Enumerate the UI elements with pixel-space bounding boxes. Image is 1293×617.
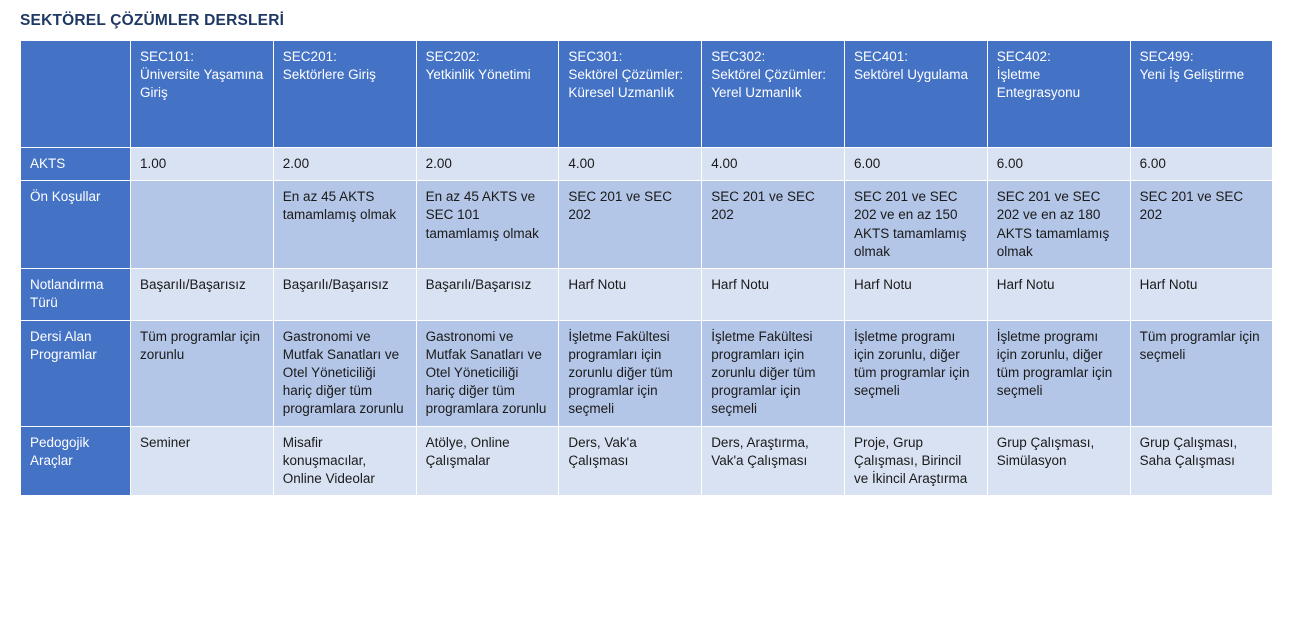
course-code: SEC101: bbox=[140, 49, 195, 64]
page-title: SEKTÖREL ÇÖZÜMLER DERSLERİ bbox=[20, 12, 285, 29]
table-cell: 6.00 bbox=[844, 148, 987, 181]
table-cell: Ders, Araştırma, Vak'a Çalışması bbox=[702, 426, 845, 496]
table-corner-cell bbox=[21, 41, 131, 148]
course-matrix-table bbox=[20, 40, 1273, 496]
column-header-sec202 bbox=[416, 41, 559, 148]
course-code: SEC499: bbox=[1139, 49, 1194, 64]
table-cell: Başarılı/Başarısız bbox=[131, 269, 274, 320]
column-header-sec301 bbox=[559, 41, 702, 148]
table-cell: Grup Çalışması, Simülasyon bbox=[987, 426, 1130, 496]
table-cell: İşletme programı için zorunlu, diğer tüm programlar için seçmeli bbox=[987, 320, 1130, 426]
table-cell: SEC 201 ve SEC 202 ve en az 180 AKTS tamamlamış olmak bbox=[987, 181, 1130, 269]
row-label-pedogojik-araclar: Pedogojik Araçlar bbox=[21, 426, 131, 496]
column-header-sec499 bbox=[1130, 41, 1273, 148]
column-header-sec201 bbox=[273, 41, 416, 148]
table-cell: İşletme programı için zorunlu, diğer tüm programlar için seçmeli bbox=[844, 320, 987, 426]
table-cell: 6.00 bbox=[987, 148, 1130, 181]
table-cell: Gastronomi ve Mutfak Sanatları ve Otel Yöneticiliği hariç diğer tüm programlara zorunlu bbox=[273, 320, 416, 426]
row-label-dersi-alan-programlar: Dersi Alan Programlar bbox=[21, 320, 131, 426]
course-name: Sektörel Uygulama bbox=[853, 67, 969, 83]
table-cell: Harf Notu bbox=[844, 269, 987, 320]
header-row bbox=[21, 41, 1273, 148]
course-code: SEC301: bbox=[568, 49, 623, 64]
table-cell: İşletme Fakültesi programları için zorunlu diğer tüm programlar için seçmeli bbox=[702, 320, 845, 426]
table-row-dersi-alan-programlar bbox=[21, 320, 1273, 426]
column-header-sec402 bbox=[987, 41, 1130, 148]
table-cell: Başarılı/Başarısız bbox=[273, 269, 416, 320]
table-cell: 2.00 bbox=[416, 148, 559, 181]
table-cell: Harf Notu bbox=[702, 269, 845, 320]
column-header-sec302 bbox=[702, 41, 845, 148]
course-name: Sektörlere Giriş bbox=[282, 67, 376, 83]
table-cell: SEC 201 ve SEC 202 ve en az 150 AKTS tamamlamış olmak bbox=[844, 181, 987, 269]
table-cell: SEC 201 ve SEC 202 bbox=[1130, 181, 1273, 269]
table-row-notlandirma-turu bbox=[21, 269, 1273, 320]
course-name: Sektörel Çözümler: Yerel Uzmanlık bbox=[711, 67, 826, 101]
course-name: Yeni İş Geliştirme bbox=[1139, 67, 1245, 83]
table-cell: Harf Notu bbox=[987, 269, 1130, 320]
table-cell: Harf Notu bbox=[1130, 269, 1273, 320]
table-cell bbox=[131, 181, 274, 269]
course-name: Sektörel Çözümler: Küresel Uzmanlık bbox=[568, 67, 684, 101]
table-cell: 4.00 bbox=[559, 148, 702, 181]
table-cell: Atölye, Online Çalışmalar bbox=[416, 426, 559, 496]
course-matrix-container bbox=[0, 40, 1293, 496]
table-cell: Misafir konuşmacılar, Online Videolar bbox=[273, 426, 416, 496]
course-name: İşletme Entegrasyonu bbox=[996, 67, 1081, 101]
table-cell: SEC 201 ve SEC 202 bbox=[559, 181, 702, 269]
row-label-akts: AKTS bbox=[21, 148, 131, 181]
row-label-on-kosullar: Ön Koşullar bbox=[21, 181, 131, 269]
table-cell: Harf Notu bbox=[559, 269, 702, 320]
table-body bbox=[21, 148, 1273, 496]
table-row-akts bbox=[21, 148, 1273, 181]
table-cell: Proje, Grup Çalışması, Birincil ve İkincil Araştırma bbox=[844, 426, 987, 496]
table-cell: Gastronomi ve Mutfak Sanatları ve Otel Yöneticiliği hariç diğer tüm programlara zorunlu bbox=[416, 320, 559, 426]
course-name: Üniversite Yaşamına Giriş bbox=[140, 67, 264, 101]
table-cell: 2.00 bbox=[273, 148, 416, 181]
table-cell: Seminer bbox=[131, 426, 274, 496]
table-cell: 1.00 bbox=[131, 148, 274, 181]
table-cell: Tüm programlar için seçmeli bbox=[1130, 320, 1273, 426]
course-code: SEC402: bbox=[996, 49, 1051, 64]
table-cell: Grup Çalışması, Saha Çalışması bbox=[1130, 426, 1273, 496]
table-cell: 6.00 bbox=[1130, 148, 1273, 181]
table-cell: Tüm programlar için zorunlu bbox=[131, 320, 274, 426]
table-row-pedogojik-araclar bbox=[21, 426, 1273, 496]
course-code: SEC401: bbox=[853, 49, 909, 64]
course-code: SEC302: bbox=[711, 49, 766, 64]
course-code: SEC201: bbox=[282, 49, 337, 64]
table-cell: Ders, Vak'a Çalışması bbox=[559, 426, 702, 496]
table-cell: En az 45 AKTS tamamlamış olmak bbox=[273, 181, 416, 269]
course-name: Yetkinlik Yönetimi bbox=[425, 67, 531, 83]
course-code: SEC202: bbox=[425, 49, 480, 64]
table-cell: Başarılı/Başarısız bbox=[416, 269, 559, 320]
table-header bbox=[21, 41, 1273, 148]
table-cell: En az 45 AKTS ve SEC 101 tamamlamış olmak bbox=[416, 181, 559, 269]
row-label-notlandirma-turu: Notlandırma Türü bbox=[21, 269, 131, 320]
table-cell: 4.00 bbox=[702, 148, 845, 181]
column-header-sec401 bbox=[844, 41, 987, 148]
table-cell: SEC 201 ve SEC 202 bbox=[702, 181, 845, 269]
table-row-on-kosullar bbox=[21, 181, 1273, 269]
table-cell: İşletme Fakültesi programları için zorunlu diğer tüm programlar için seçmeli bbox=[559, 320, 702, 426]
column-header-sec101 bbox=[131, 41, 274, 148]
